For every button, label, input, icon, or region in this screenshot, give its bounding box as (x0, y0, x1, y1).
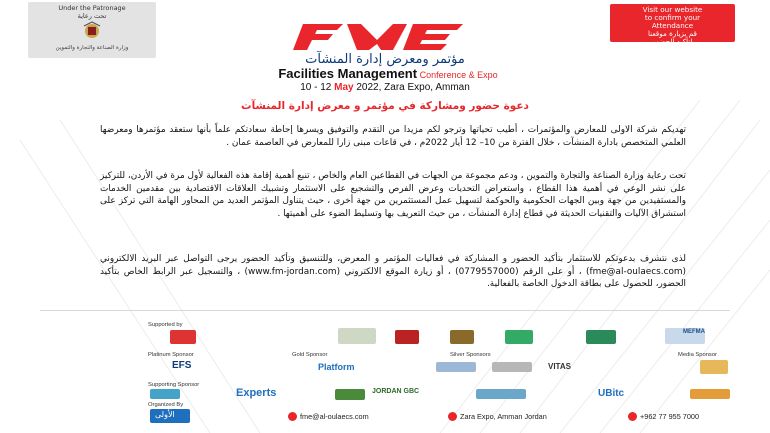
patronage-en: Under the Patronage (58, 4, 126, 12)
title-en-bold: Facilities Management (278, 66, 418, 81)
patronage-ar: تحت رعاية (77, 12, 107, 20)
phone-icon (628, 412, 637, 421)
supporter-logo-6 (586, 330, 616, 344)
paragraph-1: تهديكم شركة الاولى للمعارض والمؤتمرات ، أطيب تحياتها وترجو لكم مزيدا من التقدم والتوفيق ويسرها إحاطة سعادتكم علماً بأنها ستعقد مؤتمرها ومعرضها العلمي المتخصص بادارة المنشآت ، خلال الفترة من 10– 12 أيار 2022م ، في قاعات مبنى زارا للمعارض في العاصمة عمان . (100, 125, 686, 148)
label-supported-by: Supported by (148, 322, 183, 328)
label-gold: Gold Sponsor (292, 352, 328, 358)
organizer-logo (150, 409, 190, 423)
supporter-logo-2 (338, 328, 376, 344)
label-silver: Silver Sponsors (450, 352, 491, 358)
divider (40, 310, 730, 311)
visit-line-3: Attendance (651, 21, 694, 30)
visit-line-2: to confirm your (644, 13, 701, 22)
mefma-logo (665, 328, 705, 344)
supporting-logo-1 (150, 389, 180, 399)
efs-logo: EFS (172, 360, 192, 371)
label-supporting: Supporting Sponsor (148, 382, 200, 388)
supporting-logo-3 (335, 389, 365, 400)
experts-logo: Experts (236, 387, 277, 399)
event-dates (0, 82, 770, 93)
paragraph-3: لذى نتشرف بدعوتكم للاستثمار بتأكيد الحضور و المشاركة في فعاليات المؤتمر و المعرض، وللتنسيق وتأكيد الحضور يرجى التواصل عبر البريد الالكتروني (fme@al-oulaecs.com) ، أو على الرقم (0779557000) ، أو زيارة الموقع الالكتروني (www.fm-jordan.com) ، والتسجيل عبر الرابط الخاص بتأكيد الحضور، للحصول على بطاقة الدخول الخاصة بالفعالية. (100, 254, 686, 289)
visit-line-5: لتأكيد الحضور (652, 37, 693, 46)
dates-prefix: 10 - 12 (300, 82, 335, 93)
title-en-light: Conference & Expo (417, 70, 498, 80)
jordan-crest-icon (81, 21, 103, 41)
platform-logo: Platform (318, 362, 355, 372)
dates-month: May (334, 82, 354, 93)
footer-address: Zara Expo, Amman Jordan (460, 412, 547, 421)
visit-line-1: Visit our website (642, 5, 703, 14)
mefma-text: MEFMA (683, 329, 705, 335)
supporter-logo-1 (170, 330, 196, 344)
ministry-ar: وزارة الصناعة والتجارة والتموين (55, 45, 129, 51)
footer-email[interactable]: fme@al-oulaecs.com (300, 412, 369, 421)
jordan-gbc-logo: JORDAN GBC (372, 388, 420, 395)
title-english (158, 66, 618, 81)
title-arabic: مؤتمر ومعرض إدارة المنشآت (305, 52, 465, 67)
vitas-logo: VITAS (548, 362, 571, 371)
supporter-logo-5 (505, 330, 533, 344)
label-media: Media Sponsor (678, 352, 717, 358)
silver-logo-1 (436, 362, 476, 372)
fme-logo (285, 22, 480, 52)
invitation-heading: دعوة حضور ومشاركة في مؤتمر و معرض إدارة المنشآت (241, 100, 529, 112)
visit-line-4: قم بزيارة موقعنا (647, 29, 697, 38)
media-logo (700, 360, 728, 374)
dates-suffix: 2022, Zara Expo, Amman (353, 82, 470, 93)
label-platinum: Platinum Sponsor (148, 352, 194, 358)
supporter-logo-3 (395, 330, 419, 344)
paragraph-2: تحت رعاية وزارة الصناعة والتجارة والتموين ، ودعم مجموعة من الجهات في القطاعين العام والخاص ، تنبع أهمية إقامة هذه الفعالية لأول مرة في الأردن، للتركيز على نشر الوعي في أهمية هذا القطاع ، واستعراض التحديات وعرض الفرص والتشجيع على الاستثمار وتشبيك العلاقات الاقتصادية بين مقدمين الخدمات والمستفيدين من جهة وبين الجهات الحكومية والحوكمة لتسهيل عمل المستثمرين من جهة أخرى ، حيث يتناول المؤتمر العديد من المحاور الهامة التي تركز على استشراق الآليات والتقنيات الحديثة في قطاع إدارة المنشآت ، من حيث التعريف بها وتسليط الضوء على أهميتها . (100, 171, 686, 219)
patronage-box (28, 2, 156, 58)
visit-website-box[interactable] (610, 4, 735, 46)
location-icon (448, 412, 457, 421)
organizer-text: الأولى (155, 410, 175, 419)
supporter-logo-4 (450, 330, 474, 344)
ubitc-logo: UBitc (598, 388, 625, 399)
email-icon (288, 412, 297, 421)
label-organized: Organized By (148, 402, 184, 408)
supporting-logo-5 (476, 389, 526, 399)
supporting-logo-7 (690, 389, 730, 399)
footer-phone[interactable]: +962 77 955 7000 (640, 412, 700, 421)
silver-logo-2 (492, 362, 532, 372)
